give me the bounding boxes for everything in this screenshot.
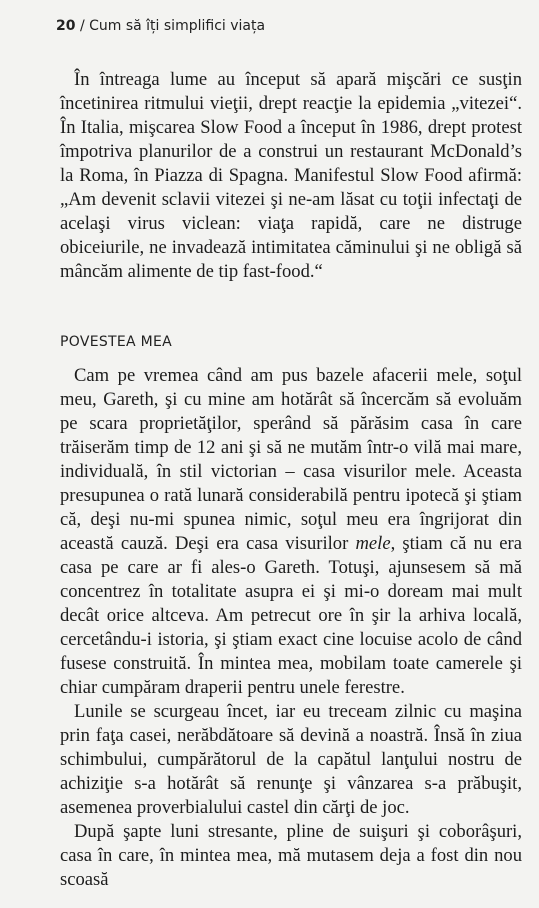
page-body xyxy=(60,68,522,892)
story-paragraph-1-italic: mele xyxy=(355,533,391,554)
story-paragraph-2: Lunile se scurgeau încet, iar eu treceam zilnic cu maşina prin faţa casei, nerăbdătoare să devină a noastră. Însă în ziua schimbului, cumpărătorul de la capătul lanţului nostru de achiziţie s-a hotărât să renunţe şi vânzarea s-a prăbuşit, asemenea proverbialului castel din cărţi de joc. xyxy=(60,701,522,818)
running-header xyxy=(56,18,265,34)
book-title: Cum să îți simplifici viața xyxy=(89,18,266,34)
story-paragraph-1-part-a: Cam pe vremea când am pus bazele afacerii mele, soţul meu, Gareth, şi cu mine am hotărât să încercăm să evoluăm pe scara proprietăţilor, sperând să părăsim casa în care trăiserăm timp de 12 ani şi să ne mutăm într-o vilă mai mare, individuală, în stil victorian – casa visurilor mele. Aceasta presupunea o rată lunară considerabilă pentru ipotecă şi ştiam că, deşi nu-mi spunea nimic, soţul meu era îngrijorat din această cauză. Deşi era casa visurilor xyxy=(60,365,522,554)
header-separator: / xyxy=(79,18,85,34)
story-paragraph-1-part-b: , ştiam că nu era casa pe care ar fi ales-o Gareth. Totuşi, ajunsesem să mă concentrez în totalitate asupra ei şi mi-o doream mai mult decât orice altceva. Am petrecut ore în şir la arhiva locală, cercetându-i istoria, şi ştiam exact cine locuise acolo de când fusese construită. În mintea mea, mobilam toate camerele şi chiar cumpăram draperii pentru unele ferestre. xyxy=(60,533,523,698)
story-paragraph-3: După şapte luni stresante, pline de suişuri şi coborâşuri, casa în care, în mintea mea, mă mutasem deja a fost din nou scoasă xyxy=(60,821,522,890)
story-paragraph-1 xyxy=(60,364,522,700)
intro-paragraph: În întreaga lume au început să apară mişcări ce susţin încetinirea ritmului vieţii, drept reacţie la epidemia „vitezei“. În Italia, mişcarea Slow Food a început în 1986, drept protest împotriva planurilor de a construi un restaurant McDonald’s la Roma, în Piazza di Spagna. Manifestul Slow Food afirmă: „Am devenit sclavii vitezei şi ne-am lăsat cu toţii infectaţi de acelaşi virus viclean: viaţa rapidă, care ne distruge obiceiurile, ne invadează intimitatea căminului şi ne obligă să mâncăm alimente de tip fast-food.“ xyxy=(60,69,522,282)
section-heading: POVESTEA MEA xyxy=(60,334,173,350)
page-number: 20 xyxy=(56,18,76,34)
